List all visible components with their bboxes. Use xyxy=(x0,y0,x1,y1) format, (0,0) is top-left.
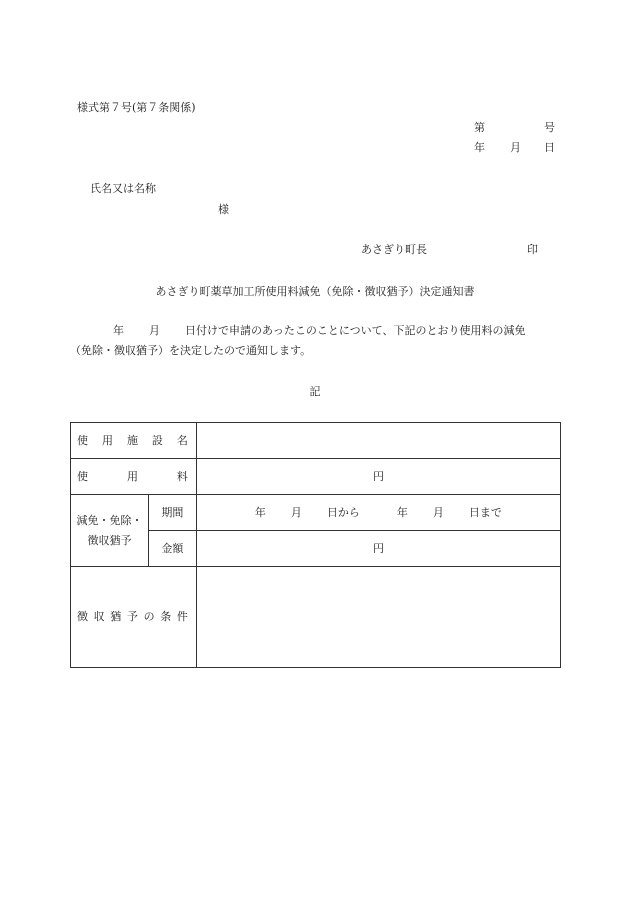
reduction-label-line2: 徴収猶予 xyxy=(87,533,132,547)
period-to-day: 日まで xyxy=(468,505,502,519)
conditions-label-cell xyxy=(71,567,197,668)
date-month: 月 xyxy=(510,141,521,154)
amount-unit: 円 xyxy=(372,541,384,555)
period-label: 期間 xyxy=(148,495,196,531)
body-month: 月 xyxy=(149,324,160,337)
issuer-seal: 印 xyxy=(527,243,538,256)
body-year: 年 xyxy=(113,324,124,337)
ki-heading: 記 xyxy=(309,385,321,398)
period-values xyxy=(197,506,560,520)
recipient-honorific: 様 xyxy=(218,203,229,216)
period-to-month: 月 xyxy=(432,505,444,519)
details-table xyxy=(70,422,561,668)
conditions-value-cell[interactable] xyxy=(196,567,560,668)
fee-label-cell xyxy=(71,459,197,495)
form-number: 様式第７号(第７条関係) xyxy=(77,101,196,114)
fee-row xyxy=(71,459,561,495)
body-line2: （免除・徴収猶予）を決定したので通知します。 xyxy=(70,344,312,357)
period-from-day: 日から xyxy=(326,505,360,519)
date-day: 日 xyxy=(544,141,555,154)
conditions-label: 徴 収 猶 予 の 条 件 xyxy=(77,610,188,623)
doc-number-suffix: 号 xyxy=(544,121,555,134)
fee-unit: 円 xyxy=(372,469,384,483)
period-from-year: 年 xyxy=(254,505,266,519)
reduction-label-line1: 減免・免除・ xyxy=(76,513,143,527)
period-from-month: 月 xyxy=(290,505,302,519)
conditions-row xyxy=(71,567,561,668)
doc-title: あさぎり町薬草加工所使用料減免（免除・徴収猶予）決定通知書 xyxy=(155,285,475,298)
doc-number-prefix: 第 xyxy=(474,121,485,134)
period-to-year: 年 xyxy=(396,505,408,519)
facility-label-cell xyxy=(71,423,197,459)
issuer-title: あさぎり町長 xyxy=(361,243,427,256)
fee-value-cell[interactable] xyxy=(196,459,560,495)
reduction-label-cell xyxy=(71,495,149,567)
period-row xyxy=(71,495,561,531)
facility-value-cell[interactable] xyxy=(196,423,560,459)
facility-row xyxy=(71,423,561,459)
amount-value-cell[interactable] xyxy=(196,531,560,567)
period-value-cell[interactable] xyxy=(196,495,560,531)
date-year: 年 xyxy=(474,141,485,154)
facility-label: 使 用 施 設 名 xyxy=(77,433,188,447)
amount-label: 金額 xyxy=(148,531,196,567)
body-line1: 日付けで申請のあったこのことについて、下記のとおり使用料の減免 xyxy=(185,324,526,337)
fee-label: 使 用 料 xyxy=(77,469,188,483)
recipient-name-label: 氏名又は名称 xyxy=(90,182,156,195)
